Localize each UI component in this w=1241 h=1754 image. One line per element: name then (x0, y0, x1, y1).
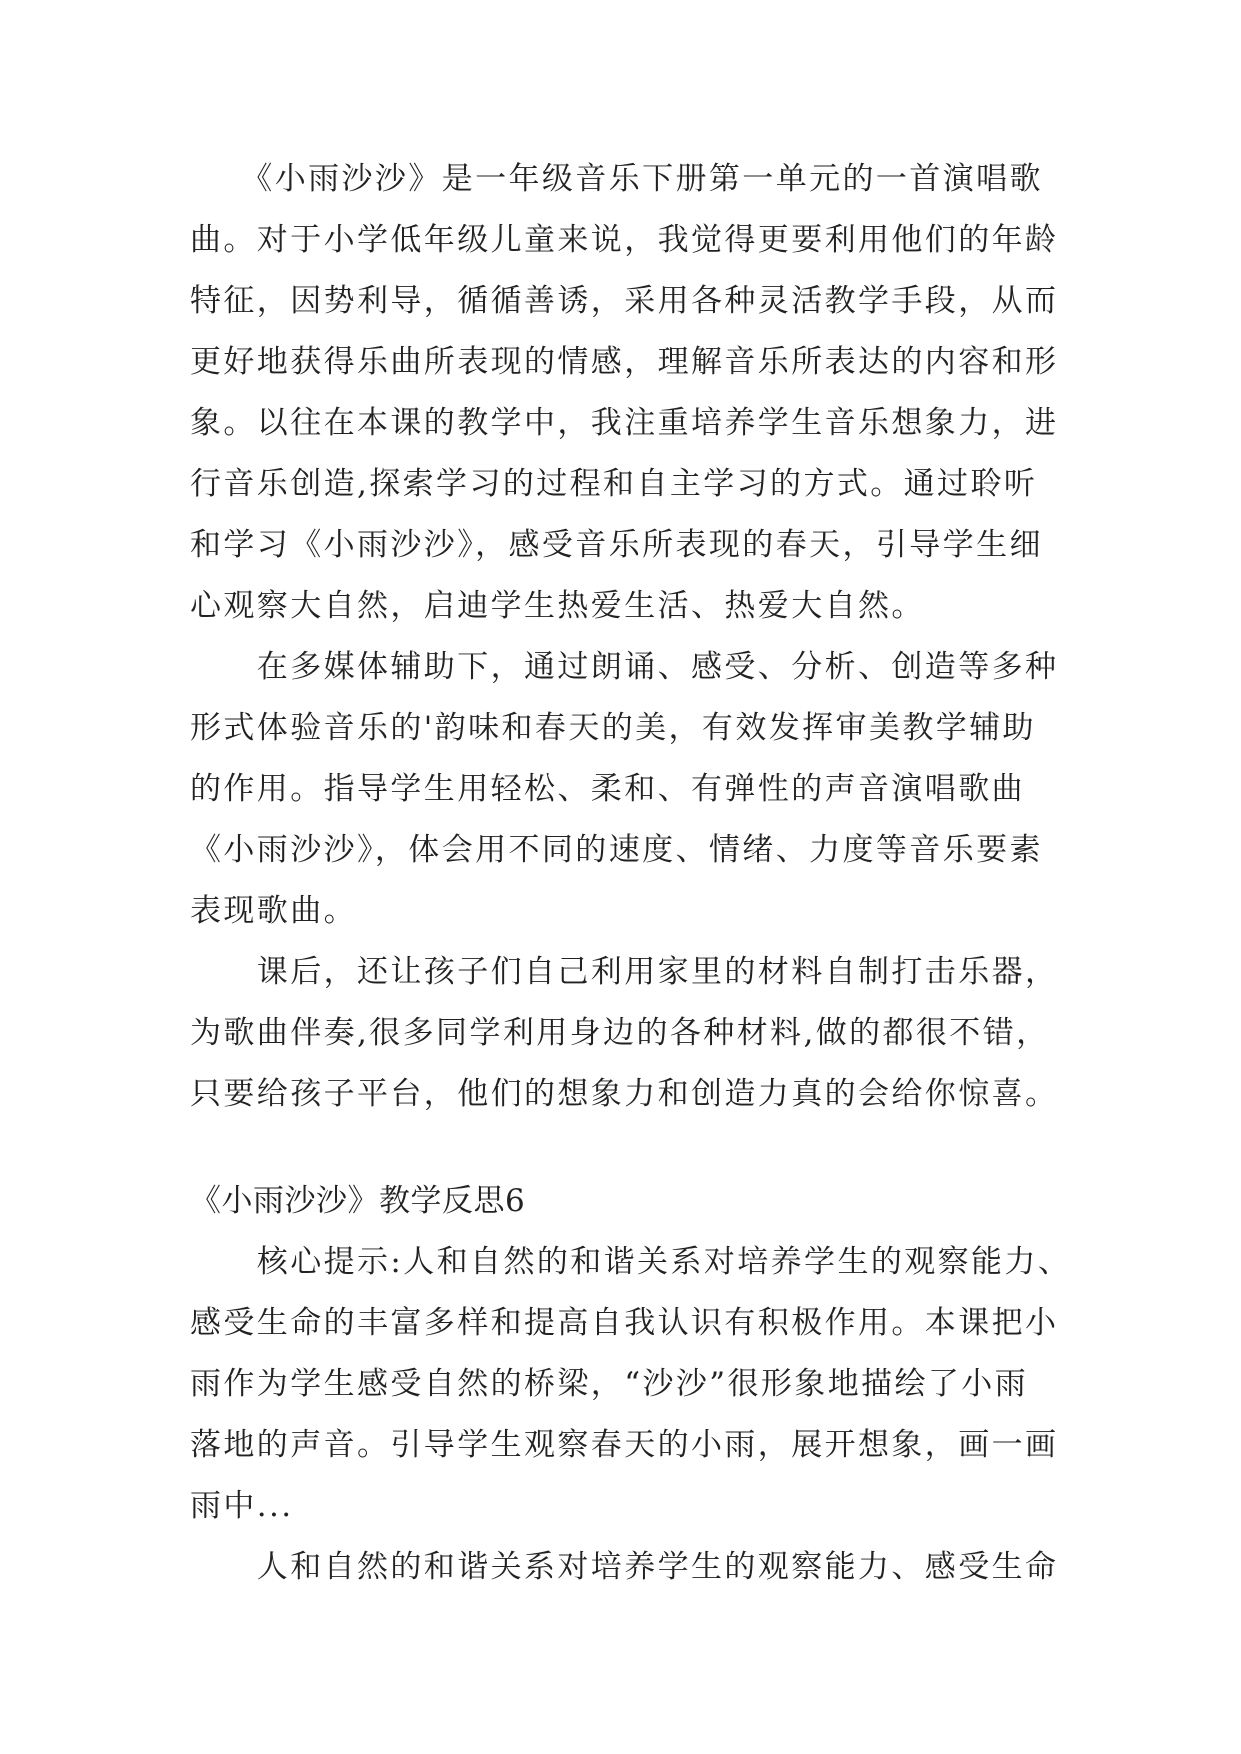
summary-line: 落地的声音。引导学生观察春天的小雨，展开想象，画一画 (190, 1427, 1059, 1463)
paragraph-line: 《小雨沙沙》，体会用不同的速度、情绪、力度等音乐要素 (190, 832, 1043, 868)
paragraph-line: 行音乐创造,探索学习的过程和自主学习的方式。通过聆听 (190, 466, 1038, 502)
paragraph-line: 《小雨沙沙》是一年级音乐下册第一单元的一首演唱歌 (190, 161, 1043, 197)
paragraph-line: 形式体验音乐的'韵味和春天的美，有效发挥审美教学辅助 (190, 710, 1036, 746)
paragraph-line: 表现歌曲。 (190, 893, 357, 929)
summary-line: 雨作为学生感受自然的桥梁，“沙沙”很形象地描绘了小雨 (190, 1366, 1029, 1402)
paragraph-line: 和学习《小雨沙沙》，感受音乐所表现的春天，引导学生细 (190, 527, 1043, 563)
summary-line: 雨中... (190, 1488, 294, 1524)
paragraph-line: 更好地获得乐曲所表现的情感，理解音乐所表达的内容和形 (190, 344, 1059, 380)
paragraph-line: 人和自然的和谐关系对培养学生的观察能力、感受生命 (190, 1549, 1059, 1585)
summary-line: 感受生命的丰富多样和提高自我认识有积极作用。本课把小 (190, 1305, 1059, 1341)
paragraph-line: 为歌曲伴奏,很多同学利用身边的各种材料,做的都很不错， (190, 1015, 1050, 1051)
paragraph-line: 心观察大自然，启迪学生热爱生活、热爱大自然。 (190, 588, 925, 624)
paragraph-line: 特征，因势利导，循循善诱，采用各种灵活教学手段，从而 (190, 283, 1059, 319)
paragraph-line: 课后，还让孩子们自己利用家里的材料自制打击乐器， (190, 954, 1059, 990)
section-title: 《小雨沙沙》教学反思6 (190, 1183, 526, 1219)
paragraph-line: 曲。对于小学低年级儿童来说，我觉得更要利用他们的年龄 (190, 222, 1059, 258)
paragraph-line: 象。以往在本课的教学中，我注重培养学生音乐想象力，进 (190, 405, 1059, 441)
paragraph-line: 的作用。指导学生用轻松、柔和、有弹性的声音演唱歌曲 (190, 771, 1025, 807)
paragraph-line: 只要给孩子平台，他们的想象力和创造力真的会给你惊喜。 (190, 1076, 1059, 1112)
paragraph-line: 在多媒体辅助下，通过朗诵、感受、分析、创造等多种 (190, 649, 1059, 685)
summary-line: 核心提示:人和自然的和谐关系对培养学生的观察能力、 (190, 1244, 1072, 1280)
